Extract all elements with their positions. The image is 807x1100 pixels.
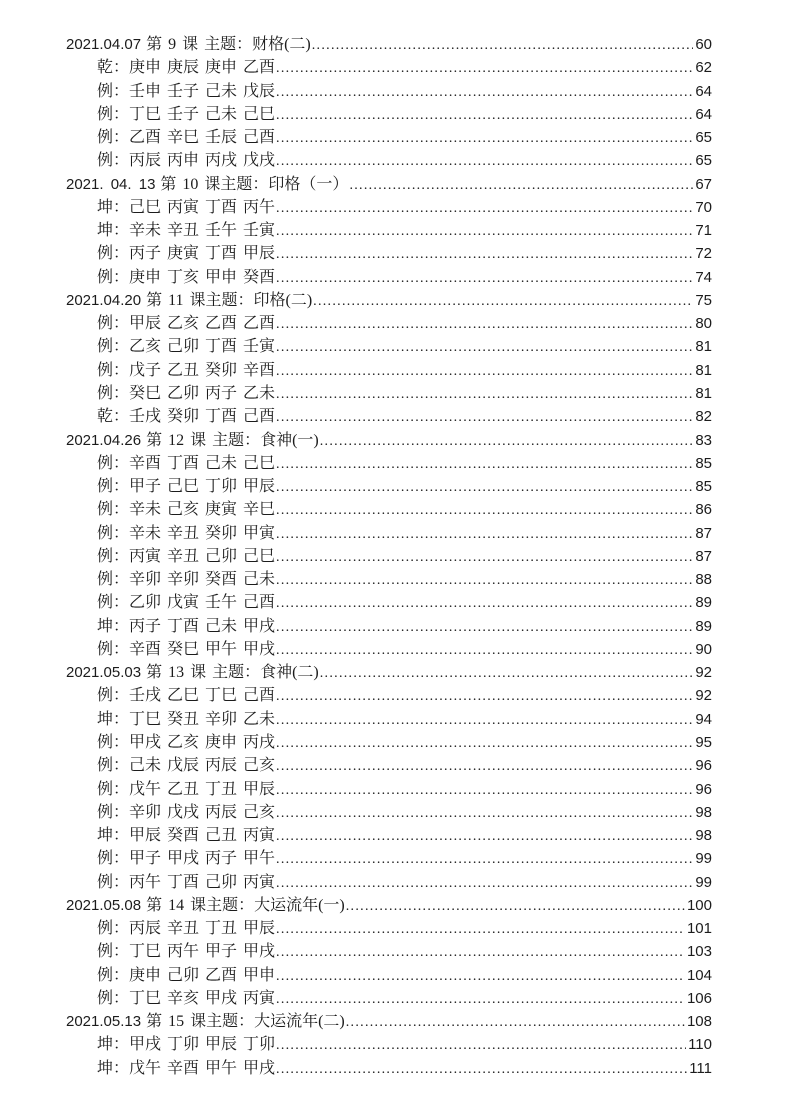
toc-entry-row-label: [97, 56, 275, 79]
section-title: 第 12 课 主题：食神(一): [146, 431, 319, 449]
toc-entry-row-label: [97, 266, 275, 289]
toc-entry-row: [66, 778, 712, 801]
toc-entry-row-label: [97, 708, 275, 731]
page-number: 74: [695, 268, 712, 286]
toc-entry-row: [66, 615, 712, 638]
page-number: 99: [695, 850, 712, 868]
toc-entry-row: [66, 638, 712, 661]
entry-label: 例：乙卯 戊寅 壬午 己酉: [97, 594, 276, 612]
toc-entry-row-label: [97, 917, 275, 940]
dot-leader: [276, 825, 693, 848]
toc-entry-row: [66, 964, 712, 987]
toc-section-row-label: [66, 289, 312, 312]
dot-leader: [276, 569, 693, 592]
toc-list: [66, 33, 712, 1080]
dot-leader: [276, 313, 693, 336]
dot-leader: [312, 34, 694, 57]
toc-entry-row-label: [97, 801, 275, 824]
entry-label: 例：戊午 乙丑 丁丑 甲辰: [97, 780, 276, 798]
dot-leader: [349, 174, 693, 197]
toc-entry-row-label: [97, 242, 275, 265]
toc-entry-row-label: [97, 778, 275, 801]
page-number: 96: [695, 757, 712, 775]
page-number: 88: [695, 571, 712, 589]
toc-entry-row-label: [97, 196, 275, 219]
toc-entry-row: [66, 987, 712, 1010]
toc-section-row-label: [66, 33, 311, 56]
toc-entry-row: [66, 1057, 712, 1080]
toc-entry-row: [66, 382, 712, 405]
toc-entry-row: [66, 452, 712, 475]
toc-entry-row: [66, 266, 712, 289]
entry-label: 坤：丁巳 癸丑 辛卯 乙未: [97, 710, 276, 728]
toc-entry-row: [66, 56, 712, 79]
entry-label: 坤：甲戌 丁卯 甲辰 丁卯: [97, 1036, 276, 1054]
section-title: 第 11 课主题：印格(二): [146, 291, 313, 309]
page-number: 65: [695, 152, 712, 170]
toc-entry-row: [66, 684, 712, 707]
toc-section-row: [66, 33, 712, 56]
page-number: 80: [695, 315, 712, 333]
entry-label: 例：甲子 己巳 丁卯 甲辰: [97, 478, 276, 496]
toc-entry-row: [66, 522, 712, 545]
page-number: 98: [695, 803, 712, 821]
toc-entry-row-label: [97, 522, 275, 545]
entry-label: 例：甲戌 乙亥 庚申 丙戌: [97, 733, 276, 751]
toc-entry-row-label: [97, 149, 275, 172]
entry-label: 例：丁巳 辛亥 甲戌 丙寅: [97, 989, 276, 1007]
toc-entry-row: [66, 149, 712, 172]
toc-section-row: [66, 1010, 712, 1033]
entry-label: 例：辛酉 癸巳 甲午 甲戌: [97, 640, 276, 658]
toc-entry-row-label: [97, 754, 275, 777]
page-number: 99: [695, 873, 712, 891]
page-number: 81: [695, 361, 712, 379]
entry-label: 例：辛卯 戊戌 丙辰 己亥: [97, 803, 276, 821]
toc-entry-row: [66, 847, 712, 870]
section-date: 2021.04.07: [66, 36, 142, 53]
page-number: 106: [686, 989, 712, 1007]
toc-section-row: [66, 429, 712, 452]
toc-entry-row-label: [97, 545, 275, 568]
toc-entry-row: [66, 731, 712, 754]
section-title: 第 14 课主题：大运流年(一): [146, 896, 345, 914]
dot-leader: [320, 430, 694, 453]
toc-section-row: [66, 289, 712, 312]
dot-leader: [276, 616, 693, 639]
page-number: 81: [695, 384, 712, 402]
dot-leader: [276, 1034, 686, 1057]
toc-section-row-label: [66, 429, 319, 452]
page-number: 90: [695, 640, 712, 658]
toc-entry-row-label: [97, 103, 275, 126]
dot-leader: [276, 802, 693, 825]
dot-leader: [276, 988, 685, 1011]
toc-entry-row-label: [97, 847, 275, 870]
toc-entry-row-label: [97, 405, 275, 428]
dot-leader: [346, 895, 685, 918]
dot-leader: [276, 546, 693, 569]
entry-label: 例：戊子 乙丑 癸卯 辛酉: [97, 361, 276, 379]
section-title: 第 15 课主题：大运流年(二): [146, 1013, 345, 1031]
toc-entry-row-label: [97, 871, 275, 894]
toc-entry-row: [66, 1033, 712, 1056]
toc-entry-row-label: [97, 312, 275, 335]
page-number: 65: [695, 129, 712, 147]
dot-leader: [276, 1058, 687, 1081]
dot-leader: [276, 383, 693, 406]
toc-entry-row-label: [97, 615, 275, 638]
entry-label: 例：丙辰 丙申 丙戌 戊戌: [97, 152, 276, 170]
dot-leader: [276, 685, 693, 708]
dot-leader: [276, 755, 693, 778]
dot-leader: [276, 57, 693, 80]
toc-entry-row-label: [97, 1033, 275, 1056]
page-number: 85: [695, 454, 712, 472]
toc-entry-row: [66, 80, 712, 103]
toc-entry-row-label: [97, 591, 275, 614]
dot-leader: [320, 662, 694, 685]
dot-leader: [276, 104, 693, 127]
entry-label: 例：丙辰 辛丑 丁丑 甲辰: [97, 920, 276, 938]
section-title: 第 9 课 主题：财格(二): [146, 36, 311, 53]
page-number: 95: [695, 733, 712, 751]
entry-label: 例：辛卯 辛卯 癸酉 己未: [97, 571, 276, 589]
dot-leader: [276, 499, 693, 522]
dot-leader: [276, 336, 693, 359]
dot-leader: [276, 150, 693, 173]
toc-entry-row: [66, 312, 712, 335]
toc-section-row: [66, 173, 712, 196]
section-title: 第 13 课 主题：食神(二): [146, 664, 319, 682]
page-number: 87: [695, 524, 712, 542]
toc-entry-row: [66, 335, 712, 358]
page-number: 110: [688, 1036, 712, 1054]
page-number: 108: [686, 1013, 712, 1031]
section-date: 2021. 04. 13: [66, 175, 156, 193]
entry-label: 例：辛未 己亥 庚寅 辛巳: [97, 501, 276, 519]
dot-leader: [276, 523, 693, 546]
entry-label: 例：辛未 辛丑 癸卯 甲寅: [97, 524, 276, 542]
entry-label: 例：癸巳 乙卯 丙子 乙未: [97, 384, 276, 402]
toc-entry-row: [66, 196, 712, 219]
toc-entry-row: [66, 545, 712, 568]
toc-entry-row: [66, 917, 712, 940]
toc-entry-row-label: [97, 335, 275, 358]
toc-section-row: [66, 661, 712, 684]
toc-entry-row-label: [97, 940, 275, 963]
toc-section-row-label: [66, 173, 348, 196]
entry-label: 例：庚申 丁亥 甲申 癸酉: [97, 268, 276, 286]
section-date: 2021.04.20: [66, 291, 142, 309]
toc-entry-row-label: [97, 1057, 275, 1080]
toc-entry-row-label: [97, 824, 275, 847]
section-date: 2021.05.08: [66, 896, 142, 914]
page-number: 89: [695, 594, 712, 612]
page-number: 64: [695, 82, 712, 100]
toc-entry-row-label: [97, 80, 275, 103]
entry-label: 例：壬申 壬子 己未 戊辰: [97, 82, 276, 100]
page-number: 67: [695, 175, 712, 193]
entry-label: 例：乙酉 辛巳 壬辰 己酉: [97, 129, 276, 147]
toc-entry-row: [66, 871, 712, 894]
toc-entry-row-label: [97, 475, 275, 498]
dot-leader: [276, 406, 693, 429]
entry-label: 例：丙寅 辛丑 己卯 己巳: [97, 547, 276, 565]
page-number: 92: [695, 664, 712, 682]
dot-leader: [276, 127, 693, 150]
page-number: 62: [695, 59, 712, 77]
toc-entry-row-label: [97, 684, 275, 707]
entry-label: 例：丙午 丁酉 己卯 丙寅: [97, 873, 276, 891]
section-date: 2021.04.26: [66, 431, 142, 449]
section-date: 2021.05.13: [66, 1013, 142, 1031]
dot-leader: [276, 872, 693, 895]
entry-label: 例：己未 戊辰 丙辰 己亥: [97, 757, 276, 775]
toc-entry-row: [66, 940, 712, 963]
page-number: 82: [695, 408, 712, 426]
page-number: 71: [695, 222, 712, 240]
toc-section-row-label: [66, 1010, 345, 1033]
dot-leader: [276, 918, 685, 941]
entry-label: 例：甲子 甲戌 丙子 甲午: [97, 850, 276, 868]
entry-label: 例：丁巳 丙午 甲子 甲戌: [97, 943, 276, 961]
dot-leader: [276, 476, 693, 499]
dot-leader: [276, 267, 693, 290]
entry-label: 例：壬戌 乙巳 丁巳 己酉: [97, 687, 276, 705]
dot-leader: [276, 453, 693, 476]
toc-entry-row-label: [97, 219, 275, 242]
page-number: 94: [695, 710, 712, 728]
page-number: 85: [695, 478, 712, 496]
page-number: 98: [695, 827, 712, 845]
entry-label: 例：丁巳 壬子 己未 己巳: [97, 105, 276, 123]
toc-entry-row-label: [97, 987, 275, 1010]
entry-label: 坤：己巳 丙寅 丁酉 丙午: [97, 198, 276, 216]
entry-label: 乾：庚申 庚辰 庚申 乙酉: [97, 59, 276, 77]
page-number: 72: [695, 245, 712, 263]
page-number: 86: [695, 501, 712, 519]
toc-entry-row: [66, 475, 712, 498]
entry-label: 例：乙亥 己卯 丁酉 壬寅: [97, 338, 276, 356]
dot-leader: [276, 965, 685, 988]
toc-entry-row-label: [97, 382, 275, 405]
entry-label: 例：丙子 庚寅 丁酉 甲辰: [97, 245, 276, 263]
toc-entry-row-label: [97, 964, 275, 987]
dot-leader: [276, 243, 693, 266]
dot-leader: [276, 81, 693, 104]
dot-leader: [276, 220, 693, 243]
toc-entry-row: [66, 103, 712, 126]
page-number: 83: [695, 431, 712, 449]
page-number: 89: [695, 617, 712, 635]
toc-entry-row: [66, 708, 712, 731]
section-title: 第 10 课主题：印格（一）: [160, 175, 349, 193]
page-number: 100: [686, 896, 712, 914]
page-number: 87: [695, 547, 712, 565]
page-number: 92: [695, 687, 712, 705]
toc-entry-row-label: [97, 638, 275, 661]
entry-label: 坤：辛未 辛丑 壬午 壬寅: [97, 222, 276, 240]
toc-entry-row: [66, 126, 712, 149]
dot-leader: [276, 732, 693, 755]
page-number: 96: [695, 780, 712, 798]
toc-entry-row: [66, 242, 712, 265]
page-number: 60: [695, 36, 712, 53]
toc-entry-row-label: [97, 126, 275, 149]
section-date: 2021.05.03: [66, 664, 142, 682]
entry-label: 例：甲辰 乙亥 乙酉 乙酉: [97, 315, 276, 333]
dot-leader: [276, 360, 693, 383]
toc-section-row-label: [66, 661, 319, 684]
page-number: 111: [689, 1059, 712, 1077]
dot-leader: [276, 848, 693, 871]
dot-leader: [346, 1011, 685, 1034]
page-number: 101: [686, 920, 712, 938]
page-number: 75: [695, 291, 712, 309]
page-number: 81: [695, 338, 712, 356]
entry-label: 例：庚申 己卯 乙酉 甲申: [97, 966, 276, 984]
toc-entry-row: [66, 824, 712, 847]
toc-entry-row: [66, 568, 712, 591]
entry-label: 乾：壬戌 癸卯 丁酉 己酉: [97, 408, 276, 426]
page-number: 103: [686, 943, 712, 961]
dot-leader: [276, 941, 685, 964]
toc-section-row: [66, 894, 712, 917]
toc-entry-row: [66, 405, 712, 428]
page-number: 104: [686, 966, 712, 984]
page-number: 70: [695, 198, 712, 216]
toc-entry-row: [66, 591, 712, 614]
entry-label: 坤：甲辰 癸酉 己丑 丙寅: [97, 827, 276, 845]
toc-entry-row-label: [97, 359, 275, 382]
entry-label: 坤：戊午 辛酉 甲午 甲戌: [97, 1059, 276, 1077]
dot-leader: [276, 779, 693, 802]
toc-entry-row: [66, 359, 712, 382]
entry-label: 坤：丙子 丁酉 己未 甲戌: [97, 617, 276, 635]
dot-leader: [313, 290, 693, 313]
toc-entry-row-label: [97, 731, 275, 754]
toc-entry-row: [66, 754, 712, 777]
toc-section-row-label: [66, 894, 345, 917]
entry-label: 例：辛酉 丁酉 己未 己巳: [97, 454, 276, 472]
dot-leader: [276, 709, 693, 732]
toc-entry-row-label: [97, 452, 275, 475]
page-number: 64: [695, 105, 712, 123]
dot-leader: [276, 592, 693, 615]
dot-leader: [276, 197, 693, 220]
toc-entry-row-label: [97, 568, 275, 591]
dot-leader: [276, 639, 693, 662]
toc-entry-row: [66, 801, 712, 824]
toc-entry-row-label: [97, 498, 275, 521]
toc-entry-row: [66, 498, 712, 521]
toc-entry-row: [66, 219, 712, 242]
